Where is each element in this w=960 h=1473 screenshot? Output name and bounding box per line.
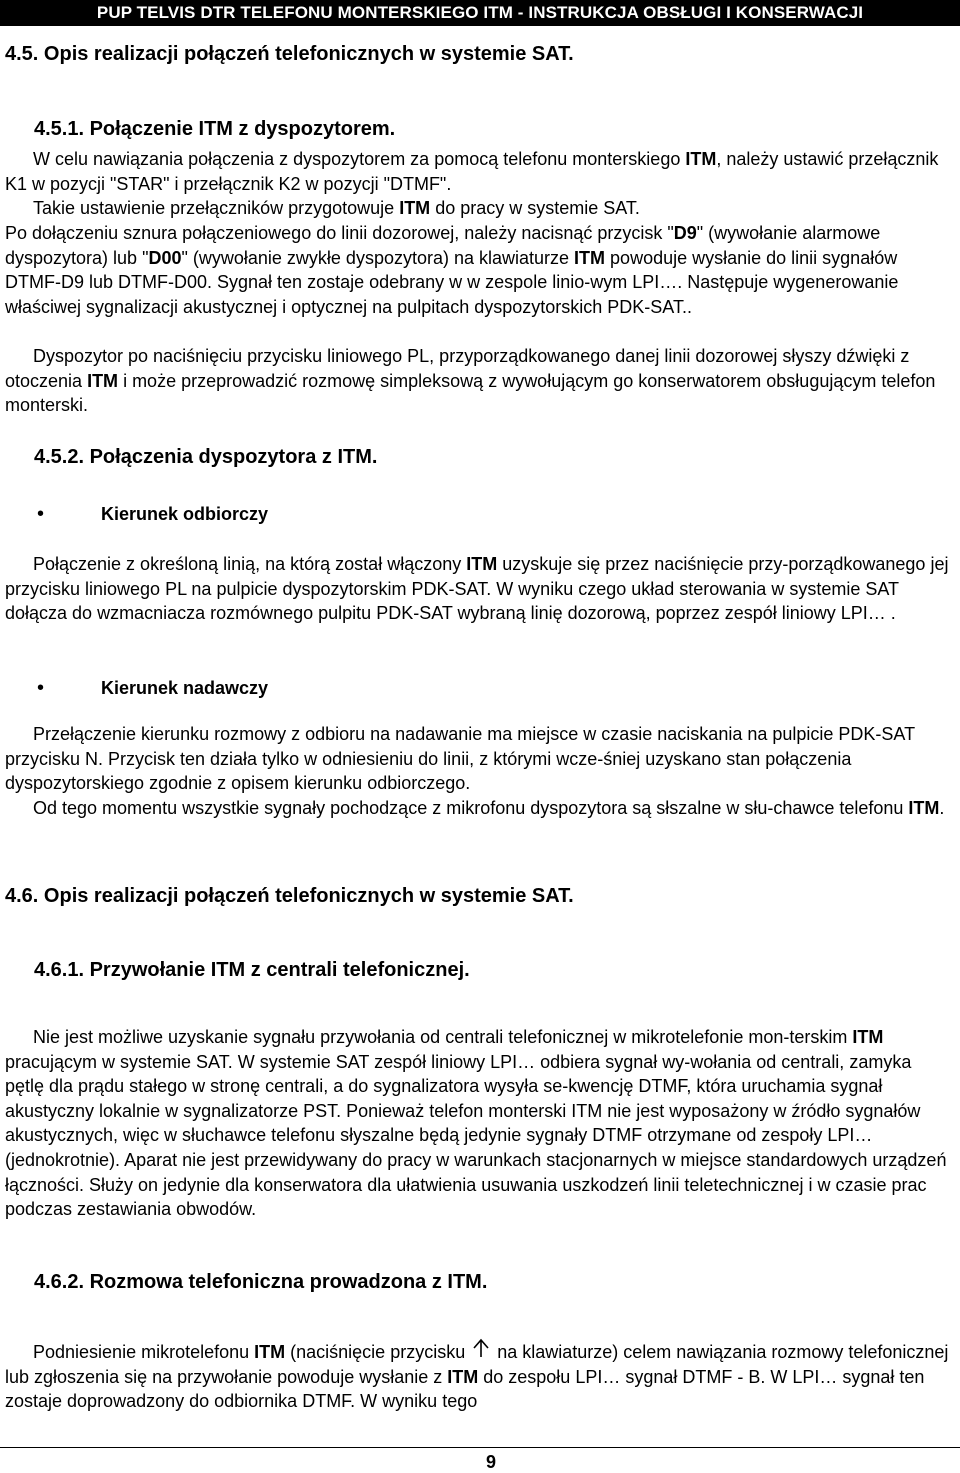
text-run: Od tego momentu wszystkie sygnały pochodzące z mikrofonu dyspozytora są słszalne w słu-chawce telefonu xyxy=(33,798,909,818)
text-run: , należy ustawić przełącznik K1 w pozycji "STAR" i przełącznik K2 w pozycji "DTMF". xyxy=(5,149,939,194)
paragraph-4-5-2-c xyxy=(5,796,955,821)
paragraph-4-5-1-a xyxy=(5,147,955,196)
paragraph-4-5-2-b xyxy=(5,722,955,796)
heading-4-6: 4.6. Opis realizacji połączeń telefonicznych w systemie SAT. xyxy=(5,885,574,907)
bold-run: ITM xyxy=(908,798,940,818)
bullet-dot-icon: • xyxy=(37,677,45,699)
bullet-kierunek-odbiorczy xyxy=(37,502,269,526)
heading-4-6-1: 4.6.1. Przywołanie ITM z centrali telefonicznej. xyxy=(34,959,470,981)
text-run: Takie ustawienie przełączników przygotowuje xyxy=(33,198,400,218)
text-run: " (wywołanie alarmowe dyspozytora) lub " xyxy=(5,223,881,268)
text-run: Nie jest możliwe uzyskanie sygnału przywołania od centrali telefonicznej w mikrotelefonie mon-terskim xyxy=(33,1027,853,1047)
bold-run: D9 xyxy=(673,223,697,243)
rich-text xyxy=(5,554,948,623)
rich-text xyxy=(5,223,898,317)
bold-run: ITM xyxy=(852,1027,884,1047)
text-run: (naciśnięcie przycisku xyxy=(285,1342,471,1362)
heading-4-5-2: 4.5.2. Połączenia dyspozytora z ITM. xyxy=(34,446,378,468)
heading-4-6-2: 4.6.2. Rozmowa telefoniczna prowadzona z ITM. xyxy=(34,1271,488,1293)
rich-text xyxy=(5,1027,946,1219)
bold-run: ITM xyxy=(685,149,717,169)
text-run: do zespołu LPI… sygnał DTMF - B. W LPI… sygnał ten zostaje doprowadzony do odbiornika DTMF. W wyniku tego xyxy=(5,1366,925,1412)
text-run: i może przeprowadzić rozmowę simpleksową z wywołującym go konserwatorem obsługującym telefon monterski. xyxy=(5,370,936,416)
bold-run: ITM xyxy=(466,554,498,574)
bullet-kierunek-nadawczy xyxy=(37,676,269,700)
bold-run: ITM xyxy=(574,247,606,268)
paragraph-4-5-1-d xyxy=(5,344,955,418)
paragraph-4-5-1-b xyxy=(5,196,955,221)
footer-divider xyxy=(0,1447,960,1448)
rich-text xyxy=(33,798,944,818)
text-run: Połączenie z określoną linią, na którą został włączony xyxy=(33,554,467,574)
heading-4-5: 4.5. Opis realizacji połączeń telefonicznych w systemie SAT. xyxy=(5,43,574,65)
text-run: Przełączenie kierunku rozmowy z odbioru na nadawanie ma miejsce w czasie naciskania na pulpicie PDK-SAT przycisku N. Przycisk ten działa tylko w odniesieniu do linii, z którymi wcze-śniej uzyskano stan połączenia dyspozytorskiego zgodnie z opisem kierunku odbiorczego. xyxy=(5,724,915,794)
bold-run: ITM xyxy=(399,198,431,218)
page-number: 9 xyxy=(485,1452,496,1472)
text-run: Podniesienie mikrotelefonu xyxy=(33,1342,255,1362)
bullet-label: Kierunek odbiorczy xyxy=(101,504,269,524)
bullet-label: Kierunek nadawczy xyxy=(101,678,269,698)
text-run: do pracy w systemie SAT. xyxy=(430,198,640,218)
text-run: W celu nawiązania połączenia z dyspozytorem za pomocą telefonu monterskiego xyxy=(33,149,686,169)
bold-run: ITM xyxy=(87,370,119,391)
rich-text xyxy=(5,346,935,415)
text-run: Dyspozytor po naciśnięciu przycisku liniowego PL, przyporządkowanego danej linii dozorowej słyszy dźwięki z otoczenia xyxy=(5,346,910,391)
arrow-up-icon xyxy=(470,1338,492,1365)
paragraph-4-6-1 xyxy=(5,1025,955,1222)
text-run: Po dołączeniu sznura połączeniowego do linii dozorowej, należy nacisnąć przycisk " xyxy=(5,223,674,243)
bold-run: ITM xyxy=(447,1366,479,1387)
text-run: uzyskuje się przez naciśnięcie przy-porządkowanego jej przycisku liniowego PL na pulpicie dyspozytorskim PDK-SAT. W wyniku czego układ sterowania w systemie SAT dołącza do wzmacniacza rozmównego pulpitu PDK-SAT wybraną linię dozorową, poprzez zespół liniowy LPI… . xyxy=(5,554,949,624)
paragraph-4-5-1-c xyxy=(5,221,955,319)
text-run: na klawiaturze) celem nawiązania rozmowy telefonicznej lub zgłoszenia się na przywołanie powoduje wysłanie z xyxy=(5,1342,949,1387)
bold-run: ITM xyxy=(254,1342,286,1362)
rich-text xyxy=(33,1342,470,1362)
heading-4-5-1: 4.5.1. Połączenie ITM z dyspozytorem. xyxy=(34,118,396,140)
text-run: . xyxy=(939,798,945,818)
text-run: pracującym w systemie SAT. W systemie SAT zespół liniowy LPI… odbiera sygnał wy-wołania od centrali, zamyka pętlę dla prądu stałego w stronę centrali, a do sygnalizatora wysyła se-kwencję DTMF, która uruchamia sygnał akustyczny lokalnie w sygnalizatorze PST. Ponieważ telefon monterski ITM nie jest wyposażony w źródło sygnałów akustycznych, więc w słuchawce telefonu słyszalne będą jedynie sygnały DTMF otrzymane od zespoły LPI… (jednokrotnie). Aparat nie jest przewidywany do pracy w warunkach stacjonarnych w miejsce standardowych urządzeń łączności. Służy on jedynie dla konserwatora dla ułatwienia usuwania uszkodzeń linii teletechnicznej i w czasie prac podczas zestawiania obwodów. xyxy=(5,1051,947,1220)
text-run: " (wywołanie zwykłe dyspozytora) na klawiaturze xyxy=(181,247,575,268)
text-run: powoduje wysłanie do linii sygnałów DTMF-D9 lub DTMF-D00. Sygnał ten zostaje odebrany w w zespole linio-wym LPI…. Następuje wygenerowanie właściwej sygnalizacji akustycznej i optycznej na pulpitach dyspozytorskich PDK-SAT.. xyxy=(5,247,899,317)
rich-text xyxy=(33,198,640,218)
rich-text xyxy=(5,149,938,194)
bold-run: D00 xyxy=(148,247,182,268)
paragraph-4-5-2-a xyxy=(5,552,955,626)
bullet-dot-icon: • xyxy=(37,503,45,525)
rich-text xyxy=(5,724,915,793)
document-header: PUP TELVIS DTR TELEFONU MONTERSKIEGO ITM - INSTRUKCJA OBSŁUGI I KONSERWACJI xyxy=(0,0,960,26)
paragraph-4-6-2 xyxy=(5,1338,955,1414)
